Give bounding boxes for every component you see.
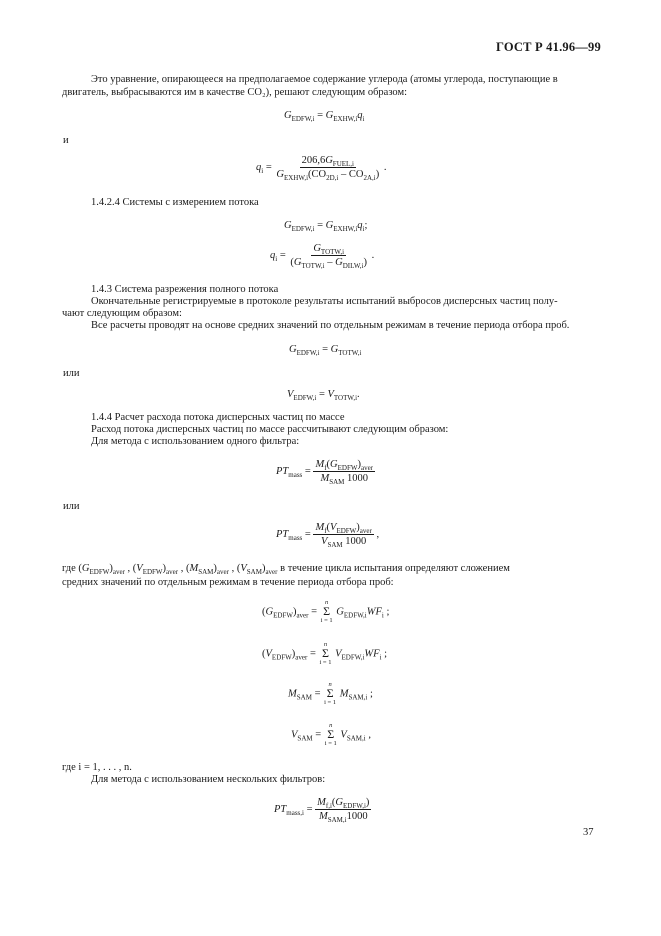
formula-msam-sum: $M_{SAM}$ = n Σ i = 1 $M_{SAM,i}$ ; [288,681,373,706]
paragraph-line: двигатель, выбрасываются им в качестве CO₂), решают следующим образом: [62,87,408,98]
formula-vsam-sum: $V_{SAM}$ = n Σ i = 1 $V_{SAM,i}$ , [291,722,371,747]
formula-vedfw-aver-sum: $(V_{EDFW})_{aver}$ = n Σ i = 1 $V_{EDFW,i}WF_i$ ; [262,641,388,666]
formula-ptmass-g: $PT_{mass}$ = $\frac{M_f(G_{EDFW})_{aver}}{M_{SAM} 1000}$ [276,459,374,487]
page-number: 37 [583,827,594,838]
where-prefix: где [62,563,76,574]
paragraph-line: средних значений по отдельным режимам в течение периода отбора проб: [62,577,394,588]
where-suffix: в течение цикла испытания определяют сложением [280,563,510,574]
formula-ptmass-v: $PT_{mass}$ = $\frac{M_f(V_{EDFW})_{aver}}{V_{SAM} 1000}$ , [276,522,380,550]
paragraph-line: Расход потока дисперсных частиц по массе рассчитывают следующим образом: [91,424,449,435]
conjunction-or: или [63,368,80,379]
paragraph-line: чают следующим образом: [62,308,182,319]
formula-gedfw-exhw-2: $G_{EDFW,i} = G_{EXHW,i}q_i$; [284,220,368,234]
document-header: ГОСТ Р 41.96—99 [496,40,601,54]
where-index-range: где i = 1, . . . , n. [62,762,132,773]
where-definitions: где $(G_{EDFW})_{aver}$ , $(V_{EDFW})_{aver}$ , $(M_{SAM})_{aver}$ , $(V_{SAM})_{aver}$ в течение цикла испытания определяют сложением [62,563,510,577]
formula-ptmass-multi: $PT_{mass,i}$ = $\frac{M_{f,i}(G_{EDFW,i})}{M_{SAM,i}1000}$ [274,797,370,825]
paragraph-line: Это уравнение, опирающееся на предполагаемое содержание углерода (атомы углерода, поступающие в [91,74,558,85]
section-heading-1-4-4: 1.4.4 Расчет расхода потока дисперсных частиц по массе [91,412,345,423]
conjunction-or: или [63,501,80,512]
section-heading-1-4-3: 1.4.3 Система разрежения полного потока [91,284,279,295]
paragraph-line: Окончательные регистрируемые в протоколе результаты испытаний выбросов дисперсных частиц полу- [91,296,558,307]
section-heading-1-4-2-4: 1.4.2.4 Системы с измерением потока [91,197,259,208]
paragraph-line: Все расчеты проводят на основе средних значений по отдельным режимам в течение периода отбора проб. [91,320,570,331]
paragraph-line: Для метода с использованием нескольких фильтров: [91,774,326,785]
formula-gedfw-aver-sum: $(G_{EDFW})_{aver}$ = n Σ i = 1 $G_{EDFW,i}WF_i$ ; [262,599,390,624]
formula-gedfw-totw: $G_{EDFW,i} = G_{TOTW,i}$ [289,344,362,358]
formula-gedfw-exhw: $G_{EDFW,i} = G_{EXHW,i}q_i$ [284,110,365,124]
formula-qi-flow: $q_i$ = $\frac{G_{TOTW,i}}{(G_{TOTW,i} - G_{DILW,i})}$ . [270,243,375,271]
paragraph-line: Для метода с использованием одного фильтра: [91,436,300,447]
formula-vedfw-totw: $V_{EDFW,i} = V_{TOTW,i}$. [287,389,360,403]
conjunction-and: и [63,135,69,146]
formula-qi-carbon: $q_i$ = $\frac{206,6G_{FUEL,i}}{G_{EXHW,i}(CO_{2D,i} - CO_{2A,i})}$ . [256,155,387,183]
